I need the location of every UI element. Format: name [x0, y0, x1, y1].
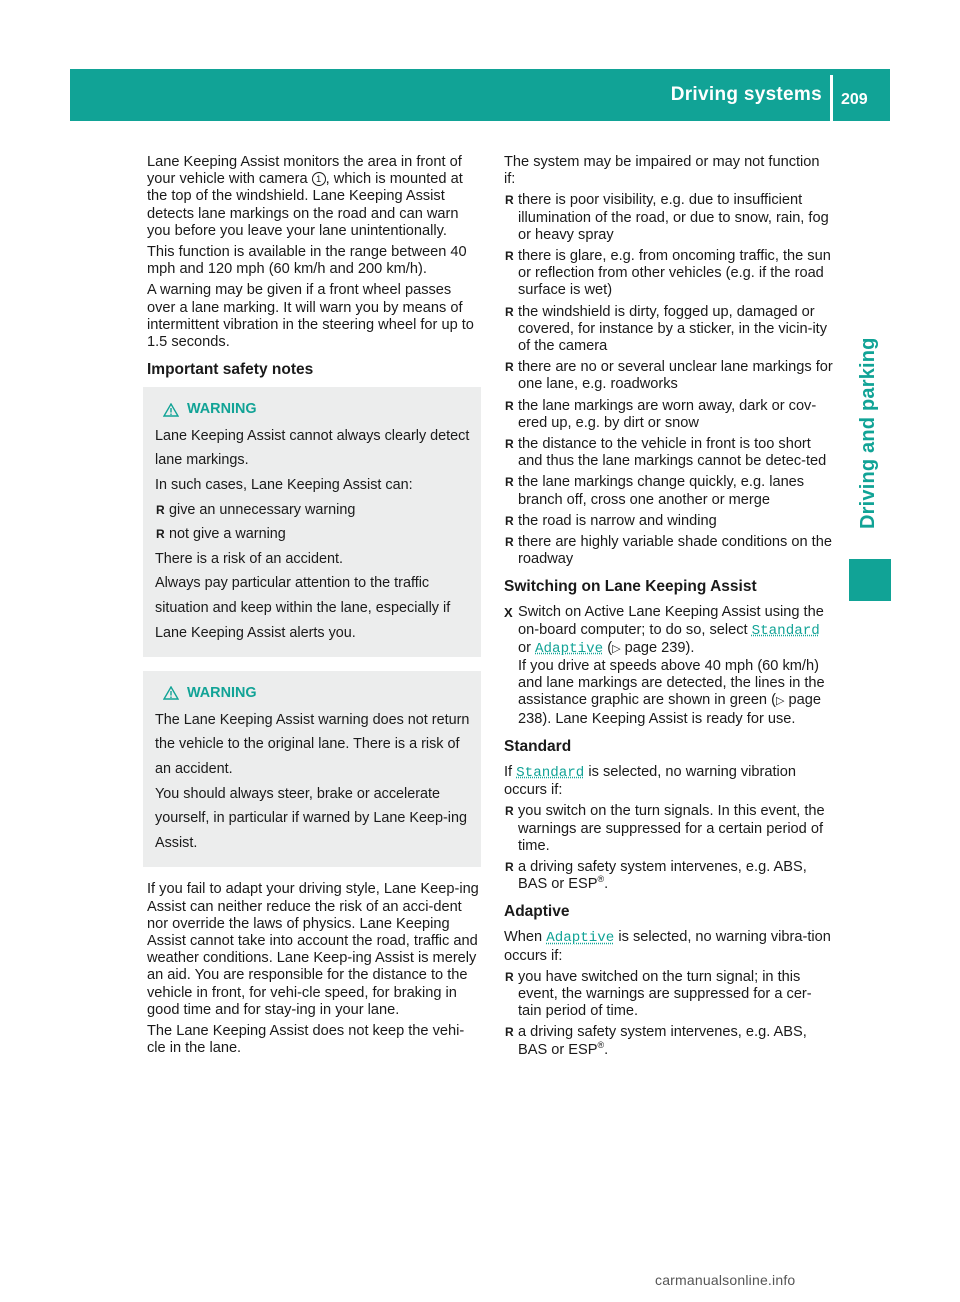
bullet-icon: R	[505, 475, 514, 490]
bullet-icon: R	[505, 1025, 514, 1040]
bullet-icon: R	[505, 398, 514, 413]
bullet-icon: R	[156, 502, 165, 517]
list-item: R give an unnecessary warning	[155, 498, 471, 523]
header-divider	[830, 75, 833, 121]
bullet-icon: R	[156, 527, 165, 542]
bullet-icon: R	[505, 193, 514, 208]
speed-range-paragraph: This function is available in the range between 40 mph and 120 mph (60 km/h and 200 km/h).	[147, 244, 467, 278]
list-item: R the windshield is dirty, fogged up, damaged or covered, for instance by a sticker, in the vicin-ity of the camera	[505, 303, 828, 355]
bullet-icon: R	[505, 535, 514, 550]
lane-keeping-note: The Lane Keeping Assist does not keep the vehi-cle in the lane.	[147, 1022, 465, 1057]
menu-option-adaptive: Adaptive	[535, 640, 604, 657]
standard-paragraph: If Standard is selected, no warning vibration occurs if:	[504, 763, 797, 799]
menu-option-adaptive: Adaptive	[546, 930, 615, 947]
bullet-icon: R	[505, 513, 514, 528]
bullet-icon: R	[505, 804, 514, 819]
callout-1-icon: 1	[312, 172, 326, 186]
list-item: R you switch on the turn signals. In this event, the warnings are suppressed for a certain period of time.	[505, 803, 825, 854]
instruction-step: X Switch on Active Lane Keeping Assist using the on-board computer; to do so, select Standard or Adaptive (▷ page 239). If you drive at speeds above 40 mph (60 km/h) and lane markings are detected, the lines in the assistance graphic are shown in green (▷ page 238). Lane Keeping Assist is ready for use.	[504, 604, 825, 727]
list-item: R a driving safety system intervenes, e.g. ABS, BAS or ESP®.	[505, 858, 807, 893]
list-item: R the road is narrow and winding	[505, 512, 717, 529]
chapter-tab-label: Driving and parking	[857, 337, 879, 529]
list-item: R not give a warning	[155, 522, 471, 547]
safety-heading: Important safety notes	[147, 361, 314, 379]
warning-box-1: WARNING Lane Keeping Assist cannot always clearly detect lane markings. In such cases, Lane Keeping Assist can: R give an unnecessary warning R not give a warning There is a risk of an accident. Always pay particular attention to the traffic situation and keep within the lane, especially if Lane Keeping Assist alerts you.	[143, 387, 481, 657]
right-column	[504, 154, 834, 1063]
bullet-icon: R	[505, 249, 514, 264]
chapter-marker	[849, 559, 891, 601]
warning-header: WARNING	[155, 397, 471, 422]
left-column	[147, 154, 481, 1061]
warning-box-2: WARNING The Lane Keeping Assist warning does not return the vehicle to the original lane. There is a risk of an accident. You should always steer, brake or accelerate yourself, in particular if warned by Lane Keep-ing Assist.	[143, 671, 481, 867]
list-item: R there is poor visibility, e.g. due to insufficient illumination of the road, or due to snow, rain, fog or heavy spray	[505, 192, 829, 243]
menu-option-standard: Standard	[516, 764, 585, 781]
list-item: R a driving safety system intervenes, e.g. ABS, BAS or ESP®.	[505, 1024, 807, 1058]
bullet-icon: R	[505, 859, 514, 874]
list-item: R the distance to the vehicle in front is too short and thus the lane markings cannot be detec-ted	[505, 436, 827, 470]
page-ref-arrow-icon: ▷	[775, 695, 785, 708]
page-reference[interactable]: page 239).	[620, 639, 695, 656]
step-arrow-icon: X	[504, 605, 513, 621]
bullet-icon: R	[505, 969, 514, 984]
warning-triangle-icon	[163, 686, 179, 700]
warning-header: WARNING	[155, 681, 471, 706]
bullet-icon: R	[505, 437, 514, 452]
page-ref-arrow-icon: ▷	[612, 642, 621, 655]
section-title: Driving systems	[670, 84, 822, 105]
watermark: carmanualsonline.info	[655, 1272, 796, 1288]
intro-paragraph: Lane Keeping Assist monitors the area in front of your vehicle with camera 1 , which is mounted at the top of the windshield. Lane Keeping Assist detects lane markings on the road and can warn you before you leave your lane unintentionally.	[147, 154, 463, 239]
bullet-icon: R	[505, 360, 514, 375]
switching-on-heading: Switching on Lane Keeping Assist	[504, 578, 757, 596]
page-number: 209	[841, 91, 868, 108]
page-reference[interactable]: page 238). Lane Keeping Assist is ready for use.	[518, 692, 821, 727]
list-item: R there is glare, e.g. from oncoming traffic, the sun or reflection from other vehicles (e.g. if the road surface is wet)	[505, 248, 831, 299]
bullet-icon: R	[505, 304, 514, 319]
list-item: R there are highly variable shade conditions on the roadway	[505, 534, 832, 568]
driving-style-paragraph: If you fail to adapt your driving style, Lane Keep-ing Assist can neither reduce the risk of an acci-dent nor override the laws of physics. Lane Keeping Assist cannot take into account the road, traffic and weather conditions. Lane Keep-ing Assist is merely an aid. You are responsible for the distance to the vehicle in front, for vehi-cle speed, for braking in good time and for stay-ing in your lane.	[147, 881, 479, 1018]
impairment-intro: The system may be impaired or may not function if:	[504, 154, 820, 188]
list-item: R there are no or several unclear lane markings for one lane, e.g. roadworks	[505, 359, 833, 393]
list-item: R you have switched on the turn signal; in this event, the warnings are suppressed for a cer-tain period of time.	[505, 968, 812, 1020]
list-item: R the lane markings are worn away, dark or cov-ered up, e.g. by dirt or snow	[505, 397, 817, 431]
adaptive-heading: Adaptive	[504, 903, 570, 921]
chapter-tab	[857, 300, 879, 529]
standard-heading: Standard	[504, 737, 572, 755]
warning-behavior-paragraph: A warning may be given if a front wheel passes over a lane marking. It will warn you by means of intermittent vibration in the steering wheel for up to 1.5 seconds.	[147, 282, 474, 351]
list-item: R the lane markings change quickly, e.g. lanes branch off, cross one another or merge	[505, 474, 805, 508]
menu-option-standard: Standard	[751, 622, 820, 639]
adaptive-paragraph: When Adaptive is selected, no warning vibra-tion occurs if:	[504, 929, 831, 964]
warning-triangle-icon	[163, 403, 179, 417]
